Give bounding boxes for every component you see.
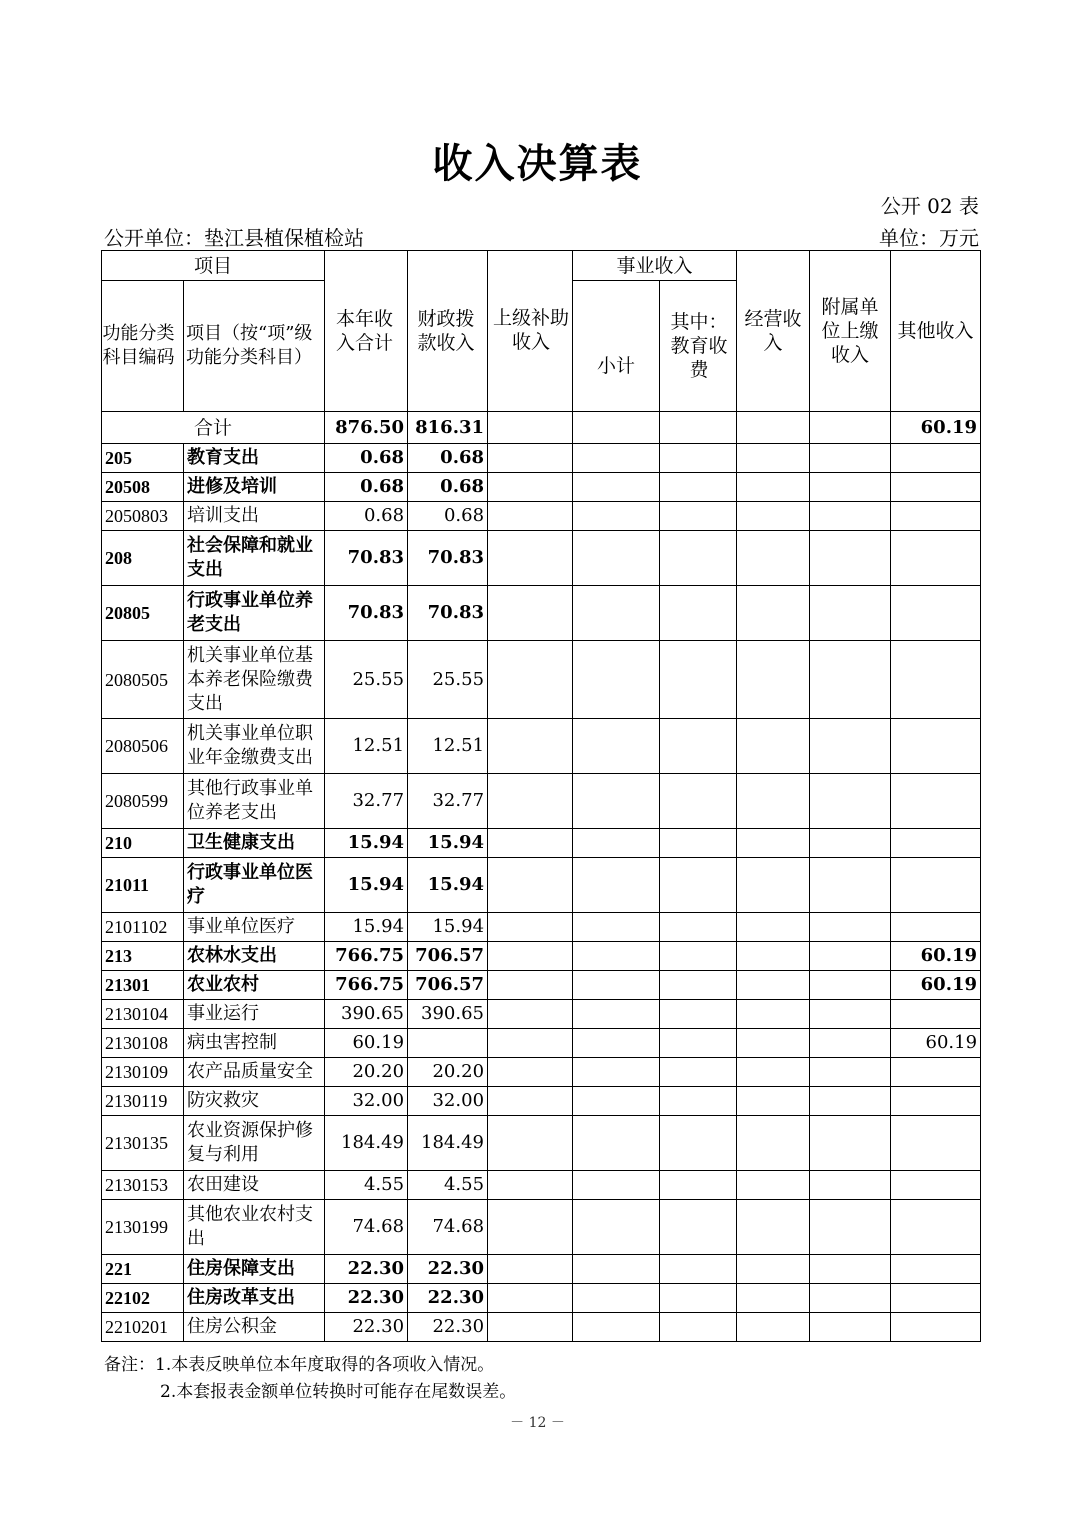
empty-cell [660,444,737,473]
empty-cell [810,829,891,858]
table-row [102,531,981,586]
row-name: 卫生健康支出 [184,829,325,858]
empty-cell [488,971,573,1000]
empty-cell [660,1029,737,1058]
empty-cell [737,1058,810,1087]
row-total: 74.68 [325,1200,408,1255]
row-fiscal: 706.57 [408,971,488,1000]
empty-cell [810,942,891,971]
row-code: 2130153 [102,1171,184,1200]
empty-cell [573,1171,660,1200]
row-fiscal: 4.55 [408,1171,488,1200]
row-other [891,586,981,641]
row-total: 15.94 [325,829,408,858]
empty-cell [488,913,573,942]
empty-cell [737,1313,810,1342]
row-total: 4.55 [325,1171,408,1200]
row-total: 766.75 [325,971,408,1000]
empty-cell [737,829,810,858]
row-total: 20.20 [325,1058,408,1087]
empty-cell [488,774,573,829]
row-name: 培训支出 [184,502,325,531]
row-fiscal: 0.68 [408,502,488,531]
row-code: 208 [102,531,184,586]
empty-cell [488,586,573,641]
row-name: 农田建设 [184,1171,325,1200]
table-row [102,1255,981,1284]
row-other [891,1116,981,1171]
row-fiscal: 20.20 [408,1058,488,1087]
empty-cell [810,1284,891,1313]
row-total: 15.94 [325,858,408,913]
row-name: 病虫害控制 [184,1029,325,1058]
empty-cell [737,1000,810,1029]
empty-cell [573,1000,660,1029]
row-name: 住房公积金 [184,1313,325,1342]
table-row [102,1000,981,1029]
row-fiscal [408,1029,488,1058]
empty-cell [488,531,573,586]
row-code: 210 [102,829,184,858]
row-total: 0.68 [325,444,408,473]
empty-cell [573,1284,660,1313]
row-code: 20805 [102,586,184,641]
row-code: 20508 [102,473,184,502]
empty-cell [488,858,573,913]
empty-cell [810,531,891,586]
row-total: 766.75 [325,942,408,971]
empty-cell [573,1087,660,1116]
empty-cell [737,1171,810,1200]
row-name: 农林水支出 [184,942,325,971]
row-fiscal: 74.68 [408,1200,488,1255]
empty-cell [810,1200,891,1255]
row-name: 社会保障和就业支出 [184,531,325,586]
row-code: 2210201 [102,1313,184,1342]
empty-cell [488,829,573,858]
header-business: 事业收入 [573,251,737,281]
row-other [891,1058,981,1087]
row-name: 农业农村 [184,971,325,1000]
empty-cell [488,1313,573,1342]
empty-cell [573,502,660,531]
row-other [891,1000,981,1029]
row-total: 22.30 [325,1255,408,1284]
empty-cell [660,719,737,774]
empty-cell [488,1116,573,1171]
empty-cell [660,913,737,942]
row-fiscal: 22.30 [408,1255,488,1284]
empty-cell [573,1255,660,1284]
row-total: 12.51 [325,719,408,774]
row-name: 机关事业单位基本养老保险缴费支出 [184,641,325,719]
empty-cell [660,774,737,829]
empty-cell [810,913,891,942]
notes [104,1352,516,1406]
empty-cell [488,942,573,971]
row-code: 2080599 [102,774,184,829]
row-fiscal: 25.55 [408,641,488,719]
empty-cell [810,1116,891,1171]
row-fiscal: 32.77 [408,774,488,829]
total-other: 60.19 [891,412,981,444]
page-number: － 12 － [510,1415,565,1431]
note-2: 2.本套报表金额单位转换时可能存在尾数误差。 [160,1382,517,1402]
row-fiscal: 70.83 [408,531,488,586]
row-other: 60.19 [891,942,981,971]
table-row [102,473,981,502]
row-total: 22.30 [325,1313,408,1342]
empty-cell [573,971,660,1000]
empty-cell [660,1313,737,1342]
table-row [102,971,981,1000]
row-total: 0.68 [325,473,408,502]
table-row [102,1058,981,1087]
empty-cell [737,1116,810,1171]
empty-cell [810,586,891,641]
row-total: 32.00 [325,1087,408,1116]
row-name: 进修及培训 [184,473,325,502]
empty-cell [810,641,891,719]
row-total: 60.19 [325,1029,408,1058]
empty-cell [737,502,810,531]
row-total: 25.55 [325,641,408,719]
header-fiscal: 财政拨款收入 [408,251,488,412]
money-unit: 单位：万元 [879,226,979,250]
row-code: 2050803 [102,502,184,531]
empty-cell [660,971,737,1000]
empty-cell [488,473,573,502]
header-edu-fee: 其中：教育收费 [660,281,737,412]
table-row [102,829,981,858]
table-row [102,942,981,971]
total-fiscal: 816.31 [408,412,488,444]
table-row [102,641,981,719]
row-name: 教育支出 [184,444,325,473]
header-other: 其他收入 [891,251,981,412]
empty-cell [810,971,891,1000]
row-other [891,913,981,942]
row-code: 21011 [102,858,184,913]
empty-cell [737,473,810,502]
row-fiscal: 15.94 [408,829,488,858]
row-code: 2130135 [102,1116,184,1171]
empty-cell [573,913,660,942]
row-other [891,1171,981,1200]
row-code: 2130199 [102,1200,184,1255]
row-name: 事业运行 [184,1000,325,1029]
row-other [891,1313,981,1342]
row-code: 2080506 [102,719,184,774]
empty-cell [660,942,737,971]
empty-cell [660,829,737,858]
empty-cell [660,586,737,641]
row-other [891,1284,981,1313]
empty-cell [573,531,660,586]
table-row [102,1116,981,1171]
empty-cell [488,719,573,774]
header-superior: 上级补助收入 [488,251,573,412]
table-row [102,1087,981,1116]
empty-cell [660,1255,737,1284]
header-operating: 经营收入 [737,251,810,412]
empty-cell [573,1313,660,1342]
table-row [102,858,981,913]
empty-cell [488,1200,573,1255]
row-total: 184.49 [325,1116,408,1171]
empty-cell [810,1087,891,1116]
empty-cell [737,531,810,586]
form-number: 公开 02 表 [880,194,979,218]
row-code: 2130119 [102,1087,184,1116]
row-code: 205 [102,444,184,473]
row-total: 22.30 [325,1284,408,1313]
row-code: 2130109 [102,1058,184,1087]
empty-cell [737,1284,810,1313]
empty-cell [810,858,891,913]
empty-cell [573,1029,660,1058]
empty-cell [573,586,660,641]
empty-cell [737,1255,810,1284]
empty-cell [660,641,737,719]
empty-cell [810,502,891,531]
empty-cell [737,444,810,473]
row-other [891,858,981,913]
empty-cell [660,473,737,502]
page-title: 收入决算表 [432,140,643,187]
table-row [102,719,981,774]
row-name: 其他农业农村支出 [184,1200,325,1255]
income-table [101,250,981,1342]
empty-cell [737,641,810,719]
empty-cell [810,1313,891,1342]
empty-cell [737,1029,810,1058]
row-name: 住房保障支出 [184,1255,325,1284]
header-project: 项目 [102,251,325,281]
empty-cell [488,1284,573,1313]
empty-cell [660,1087,737,1116]
empty-cell [810,774,891,829]
row-other [891,1255,981,1284]
row-fiscal: 0.68 [408,444,488,473]
row-name: 农业资源保护修复与利用 [184,1116,325,1171]
row-name: 防灾救灾 [184,1087,325,1116]
row-total: 15.94 [325,913,408,942]
empty-cell [573,719,660,774]
table-row [102,913,981,942]
row-total: 70.83 [325,531,408,586]
empty-cell [488,1058,573,1087]
empty-cell [488,1029,573,1058]
empty-cell [660,1171,737,1200]
table-row [102,774,981,829]
table-row [102,502,981,531]
row-fiscal: 32.00 [408,1087,488,1116]
row-other: 60.19 [891,971,981,1000]
empty-cell [660,1058,737,1087]
row-fiscal: 706.57 [408,942,488,971]
empty-cell [810,719,891,774]
empty-cell [488,444,573,473]
row-code: 21301 [102,971,184,1000]
table-row [102,444,981,473]
row-name: 行政事业单位医疗 [184,858,325,913]
empty-cell [810,1058,891,1087]
empty-cell [660,1116,737,1171]
table-row [102,586,981,641]
row-other [891,719,981,774]
empty-cell [737,858,810,913]
row-other [891,774,981,829]
empty-cell [737,586,810,641]
total-row [102,412,981,444]
empty-cell [660,1000,737,1029]
header-affiliated: 附属单位上缴收入 [810,251,891,412]
row-fiscal: 0.68 [408,473,488,502]
empty-cell [660,1200,737,1255]
empty-cell [810,1171,891,1200]
row-name: 农产品质量安全 [184,1058,325,1087]
empty-cell [660,502,737,531]
empty-cell [488,502,573,531]
empty-cell [573,858,660,913]
row-name: 事业单位医疗 [184,913,325,942]
empty-cell [573,942,660,971]
empty-cell [737,1200,810,1255]
empty-cell [737,774,810,829]
row-code: 2080505 [102,641,184,719]
empty-cell [810,1029,891,1058]
table-row [102,1313,981,1342]
empty-cell [573,1058,660,1087]
row-name: 机关事业单位职业年金缴费支出 [184,719,325,774]
empty-cell [573,1116,660,1171]
row-code: 2130104 [102,1000,184,1029]
empty-cell [737,1087,810,1116]
table-row [102,1200,981,1255]
empty-cell [573,774,660,829]
total-label: 合计 [102,412,325,444]
row-fiscal: 184.49 [408,1116,488,1171]
table-row [102,1171,981,1200]
empty-cell [573,1200,660,1255]
empty-cell [810,1255,891,1284]
total-amount: 876.50 [325,412,408,444]
row-other [891,473,981,502]
empty-cell [660,531,737,586]
row-total: 0.68 [325,502,408,531]
row-code: 22102 [102,1284,184,1313]
empty-cell [573,641,660,719]
row-name: 住房改革支出 [184,1284,325,1313]
empty-cell [660,858,737,913]
row-fiscal: 22.30 [408,1284,488,1313]
header-name: 项目（按“项”级功能分类科目） [184,281,325,412]
row-total: 70.83 [325,586,408,641]
row-fiscal: 70.83 [408,586,488,641]
row-fiscal: 15.94 [408,858,488,913]
reporting-unit: 公开单位：垫江县植保植检站 [104,226,364,250]
row-other [891,829,981,858]
header-code: 功能分类科目编码 [102,281,184,412]
row-fiscal: 390.65 [408,1000,488,1029]
row-name: 其他行政事业单位养老支出 [184,774,325,829]
empty-cell [660,1284,737,1313]
table-row [102,1029,981,1058]
row-other [891,1200,981,1255]
empty-cell [573,829,660,858]
empty-cell [810,473,891,502]
row-total: 390.65 [325,1000,408,1029]
empty-cell [488,641,573,719]
empty-cell [573,444,660,473]
header-subtotal: 小计 [573,281,660,412]
note-1: 备注：1.本表反映单位本年度取得的各项收入情况。 [104,1355,495,1375]
row-name: 行政事业单位养老支出 [184,586,325,641]
row-code: 213 [102,942,184,971]
row-other [891,531,981,586]
empty-cell [810,1000,891,1029]
row-other [891,444,981,473]
row-total: 32.77 [325,774,408,829]
row-fiscal: 12.51 [408,719,488,774]
header-total: 本年收入合计 [325,251,408,412]
empty-cell [488,1000,573,1029]
row-code: 221 [102,1255,184,1284]
row-code: 2101102 [102,913,184,942]
empty-cell [737,719,810,774]
empty-cell [573,473,660,502]
empty-cell [737,942,810,971]
row-code: 2130108 [102,1029,184,1058]
row-other [891,1087,981,1116]
row-other [891,641,981,719]
empty-cell [737,913,810,942]
empty-cell [737,971,810,1000]
empty-cell [810,444,891,473]
row-other: 60.19 [891,1029,981,1058]
empty-cell [488,1087,573,1116]
empty-cell [488,1171,573,1200]
table-row [102,1284,981,1313]
row-fiscal: 15.94 [408,913,488,942]
row-other [891,502,981,531]
empty-cell [488,1255,573,1284]
row-fiscal: 22.30 [408,1313,488,1342]
